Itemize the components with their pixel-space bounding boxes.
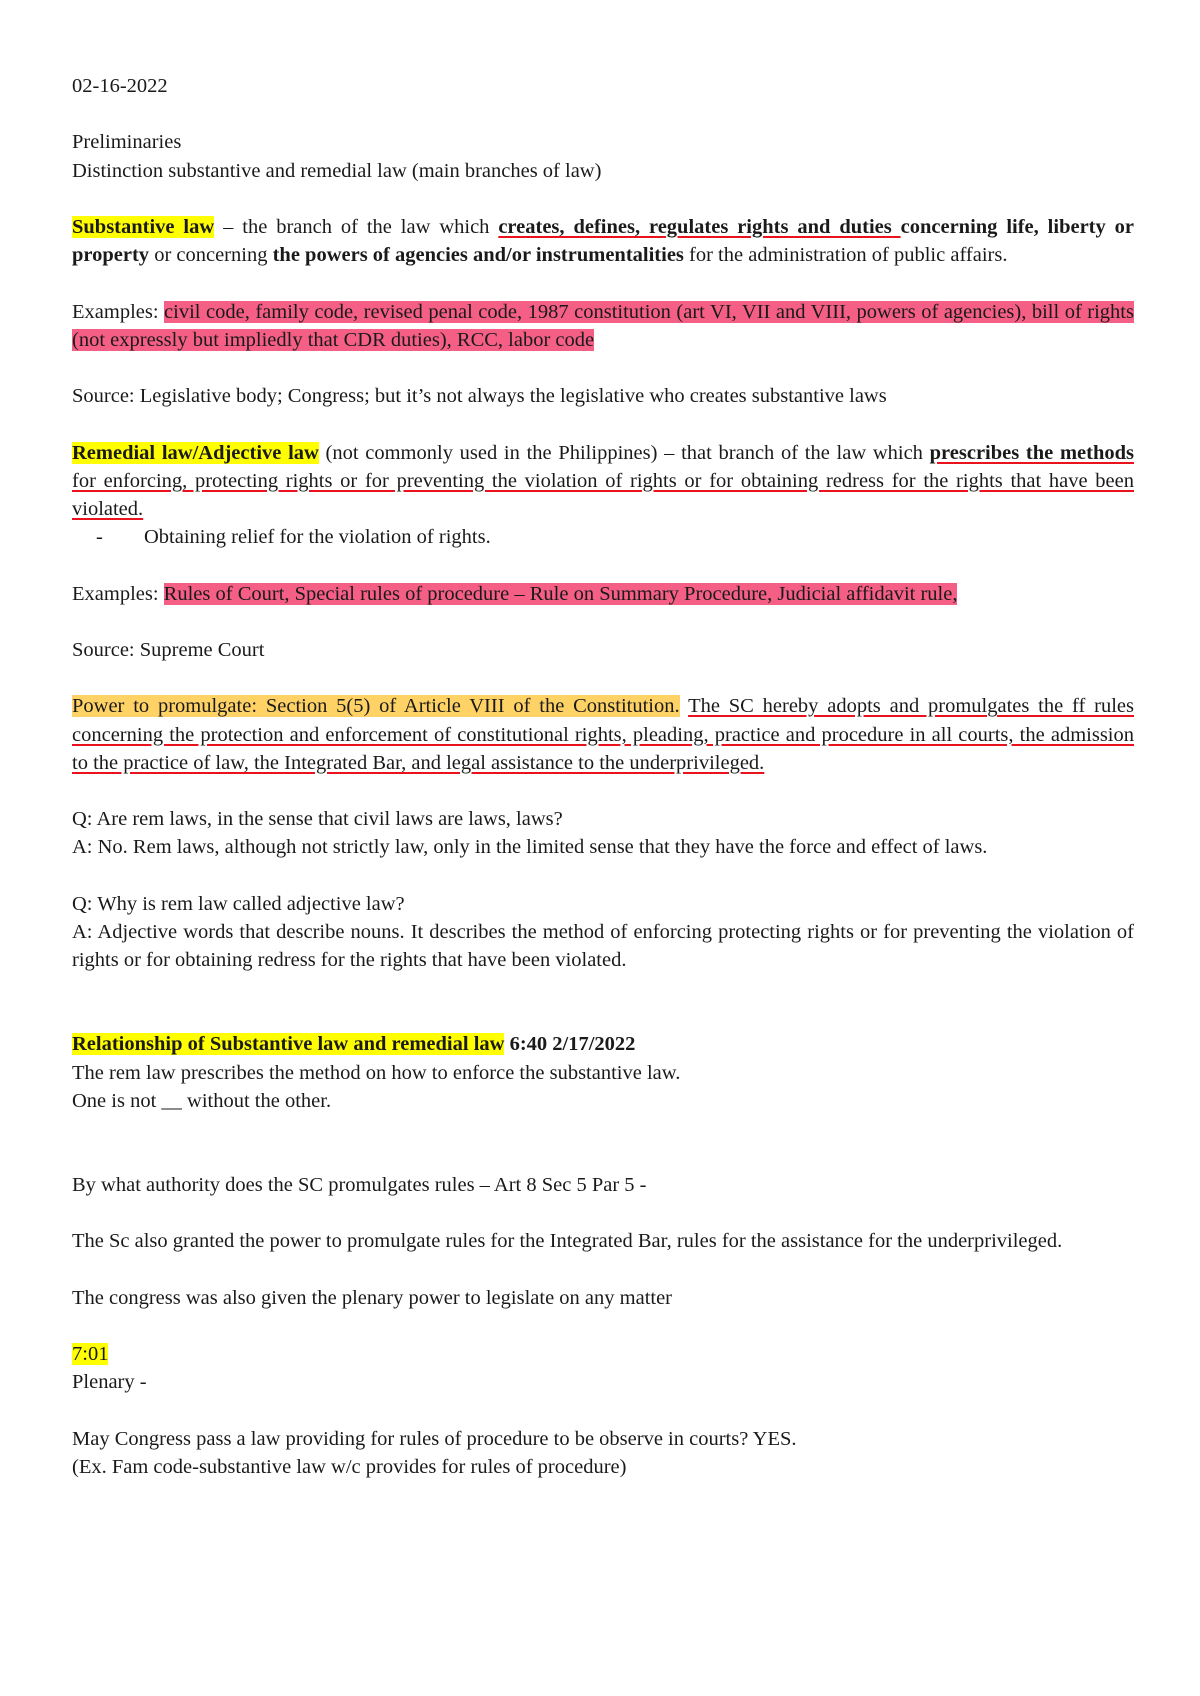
examples-remedial: Examples: Rules of Court, Special rules of procedure – Rule on Summary Procedure, Judicial affidavit rule, — [72, 582, 958, 605]
relationship-title: Relationship of Substantive law and remedial law — [72, 1033, 505, 1056]
question-1: Q: Are rem laws, in the sense that civil laws are laws, laws? — [72, 808, 563, 831]
may-congress-line: May Congress pass a law providing for rules of procedure to be observe in courts? YES. — [72, 1427, 797, 1450]
date-line: 02-16-2022 — [72, 75, 168, 97]
authority-line: By what authority does the SC promulgates rules – Art 8 Sec 5 Par 5 - — [72, 1173, 647, 1196]
sc-power-paragraph: The Sc also granted the power to promulgate rules for the Integrated Bar, rules for the assistance for the underprivileged. — [72, 1230, 1063, 1253]
relationship-line-2: One is not __ without the other. — [72, 1089, 332, 1112]
source-supreme-court: Source: Supreme Court — [72, 638, 265, 661]
examples-substantive-highlight: civil code, family code, revised penal code, 1987 constitution (art VI, VII and VIII, powers of agencies), bill of rights (not expressly but impliedly that CDR duties), RCC, labor code — [72, 300, 1134, 351]
relationship-timestamp: 6:40 2/17/2022 — [504, 1033, 636, 1056]
examples-substantive: Examples: civil code, family code, revised penal code, 1987 constitution (art VI, VII and VIII, powers of agencies), bill of rights (not expressly but impliedly that CDR duties), RCC, labor code — [72, 300, 1134, 351]
source-legislative: Source: Legislative body; Congress; but it’s not always the legislative who creates substantive laws — [72, 385, 887, 408]
relationship-line-1: The rem law prescribes the method on how to enforce the substantive law. — [72, 1061, 681, 1084]
remedial-law-term: Remedial law/Adjective law — [72, 441, 319, 464]
creates-defines-phrase: creates, defines, regulates rights and duties — [498, 215, 901, 238]
plenary-line: Plenary - — [72, 1371, 147, 1394]
power-label: Power to promulgate: Section 5(5) of Article VIII of the Constitution. — [72, 695, 680, 718]
distinction-line: Distinction substantive and remedial law (main branches of law) — [72, 159, 602, 182]
question-2: Q: Why is rem law called adjective law? — [72, 892, 405, 915]
prescribes-methods-phrase: prescribes the methods — [929, 441, 1134, 464]
remedial-law-paragraph: Remedial law/Adjective law (not commonly used in the Philippines) – that branch of the law which prescribes the methods for enforcing, protecting rights or for preventing the violation of rights or for obtaining redress for the rights that have been violated. — [72, 441, 1134, 520]
answer-2: A: Adjective words that describe nouns. It describes the method of enforcing protecting rights or for preventing the violation of rights or for obtaining redress for the rights that have been violated. — [72, 920, 1134, 972]
congress-line: The congress was also given the plenary power to legislate on any matter — [72, 1286, 673, 1309]
fam-code-example: (Ex. Fam code-substantive law w/c provides for rules of procedure) — [72, 1455, 627, 1478]
substantive-law-paragraph: Substantive law – the branch of the law which creates, defines, regulates rights and duties concerning life, liberty or property or concerning the powers of agencies and/or instrumentalities for the administration of public affairs. — [72, 215, 1134, 267]
list-item: - Obtaining relief for the violation of rights. — [96, 526, 491, 549]
examples-remedial-highlight: Rules of Court, Special rules of procedure – Rule on Summary Procedure, Judicial affidavit rule, — [163, 582, 958, 605]
time-stamp: 7:01 — [72, 1343, 109, 1366]
power-to-promulgate-paragraph: Power to promulgate: Section 5(5) of Article VIII of the Constitution. The SC hereby adopts and promulgates the ff rules concerning the protection and enforcement of constitutional rights, pleading, practice and procedure in all courts, the admission to the practice of law, the Integrated Bar, and legal assistance to the underprivileged. — [72, 695, 1134, 774]
answer-1: A: No. Rem laws, although not strictly law, only in the limited sense that they have the force and effect of laws. — [72, 836, 988, 859]
heading-preliminaries: Preliminaries — [72, 131, 182, 154]
relationship-heading — [72, 1030, 1134, 1058]
substantive-law-term: Substantive law — [72, 215, 215, 238]
